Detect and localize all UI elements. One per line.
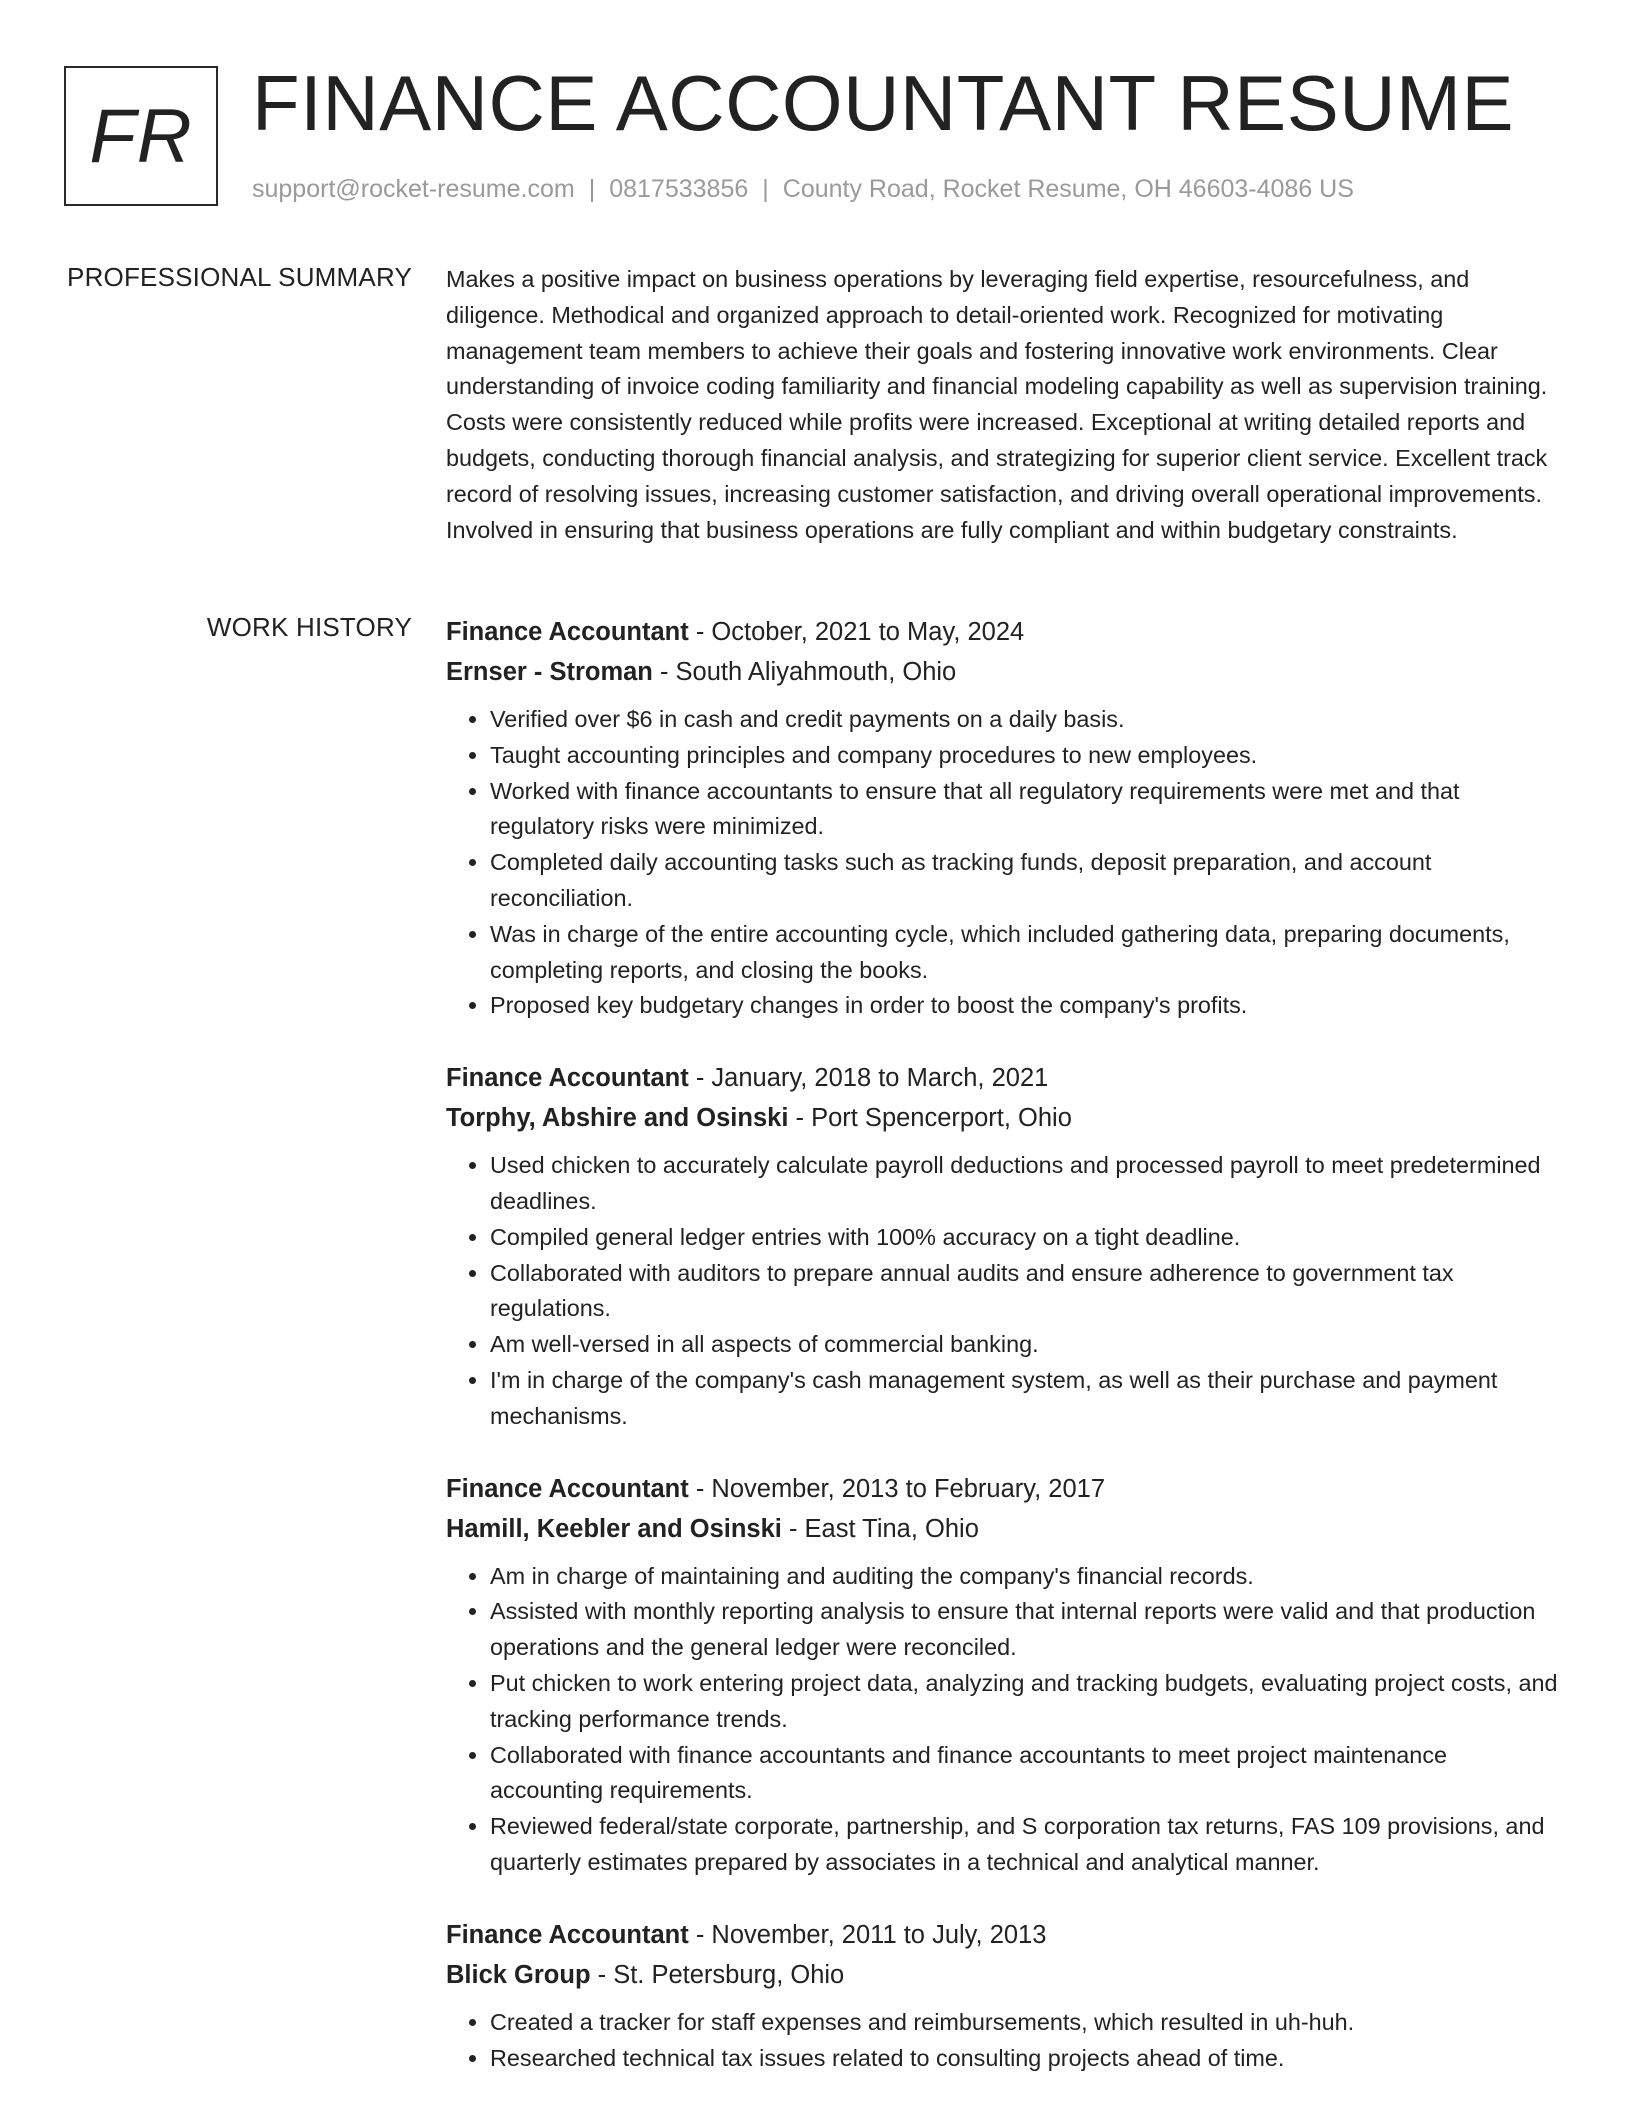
job-title: Finance Accountant [446, 1064, 689, 1093]
list-item: • Assisted with monthly reporting analysis to ensure that internal reports were valid and that production operations and the general ledger were reconciled. [490, 1594, 1566, 1666]
list-item: • Verified over $6 in cash and credit payments on a daily basis. [490, 702, 1566, 738]
job-title-line [446, 1469, 1566, 1509]
job-title: Finance Accountant [446, 618, 689, 646]
job-company-line [446, 652, 1566, 692]
email-text[interactable]: support@rocket-resume.com [252, 175, 575, 203]
list-item: • Researched technical tax issues related to consulting projects ahead of time. [490, 2041, 1566, 2077]
company-name: Hamill, Keebler and Osinski [446, 1514, 782, 1543]
list-item: • Used chicken to accurately calculate payroll deductions and processed payroll to meet predetermined deadlines. [490, 1148, 1566, 1220]
company-name: Ernser - Stroman [446, 658, 653, 686]
monogram-logo: FR [64, 66, 218, 206]
list-item: • Created a tracker for staff expenses and reimbursements, which resulted in uh-huh. [490, 2005, 1566, 2041]
summary-body [446, 262, 1566, 548]
job-title-line [446, 1915, 1566, 1955]
summary-text: Makes a positive impact on business operations by leveraging field expertise, resourcefulness, and diligence. Methodical and organized approach to detail-oriented work. Recognized for motivating management team members to achieve their goals and fostering innovative work environments. Clear understanding of invoice coding familiarity and financial modeling capability as well as supervision training. Costs were consistently reduced while profits were increased. Exceptional at writing detailed reports and budgets, conducting thorough financial analysis, and strategizing for superior client service. Excellent track record of resolving issues, increasing customer satisfaction, and driving overall operational improvements. Involved in ensuring that business operations are fully compliant and within budgetary constraints. [446, 266, 1548, 543]
company-name: Blick Group [446, 1960, 591, 1989]
list-item: • Am well-versed in all aspects of commercial banking. [490, 1327, 1566, 1363]
job-dates: - November, 2013 to February, 2017 [688, 1474, 1106, 1503]
page-title: FINANCE ACCOUNTANT RESUME [252, 59, 1515, 147]
job-title: Finance Accountant [446, 1920, 689, 1949]
job-dates: - January, 2018 to March, 2021 [688, 1064, 1049, 1093]
job-company-line [446, 1098, 1566, 1138]
section-label-work-history: WORK HISTORY [206, 612, 412, 642]
job-entry [446, 1058, 1566, 1434]
phone-text[interactable]: 0817533856 [609, 175, 749, 203]
job-entry [446, 612, 1566, 1024]
company-location: - St. Petersburg, Ohio [590, 1960, 845, 1989]
job-title-line [446, 612, 1566, 652]
company-location: - South Aliyahmouth, Ohio [652, 658, 957, 686]
company-name: Torphy, Abshire and Osinski [446, 1104, 789, 1133]
job-company-line [446, 1955, 1566, 1995]
company-location: - East Tina, Ohio [781, 1514, 979, 1543]
job-title-line [446, 1058, 1566, 1098]
job-entry [446, 1469, 1566, 1881]
list-item: • Collaborated with auditors to prepare annual audits and ensure adherence to government tax regulations. [490, 1256, 1566, 1328]
list-item: • Was in charge of the entire accounting cycle, which included gathering data, preparing documents, completing reports, and closing the books. [490, 917, 1566, 989]
list-item: • Compiled general ledger entries with 100% accuracy on a tight deadline. [490, 1220, 1566, 1256]
list-item: • Reviewed federal/state corporate, partnership, and S corporation tax returns, FAS 109 provisions, and quarterly estimates prepared by associates in a technical and analytical manner. [490, 1809, 1566, 1881]
list-item: • Completed daily accounting tasks such as tracking funds, deposit preparation, and account reconciliation. [490, 845, 1566, 917]
work-history-body [446, 612, 1566, 2110]
list-item: • Am in charge of maintaining and auditing the company's financial records. [490, 1559, 1566, 1595]
job-company-line [446, 1509, 1566, 1549]
contact-separator: | [762, 175, 769, 203]
job-bullet-list [446, 1559, 1566, 1881]
job-dates: - October, 2021 to May, 2024 [688, 618, 1025, 646]
job-bullet-list [446, 2005, 1566, 2077]
contact-separator: | [588, 175, 596, 203]
list-item: • Taught accounting principles and company procedures to new employees. [490, 738, 1566, 774]
job-dates: - November, 2011 to July, 2013 [688, 1920, 1047, 1949]
list-item: • I'm in charge of the company's cash management system, as well as their purchase and payment mechanisms. [490, 1363, 1566, 1435]
job-bullet-list [446, 702, 1566, 1024]
address-text: County Road, Rocket Resume, OH 46603-4086 US [782, 175, 1354, 203]
contact-line [252, 175, 1354, 204]
list-item: • Collaborated with finance accountants and finance accountants to meet project maintenance accounting requirements. [490, 1738, 1566, 1810]
section-label-summary: PROFESSIONAL SUMMARY [67, 262, 412, 292]
company-location: - Port Spencerport, Ohio [788, 1104, 1072, 1133]
list-item: • Worked with finance accountants to ensure that all regulatory requirements were met and that regulatory risks were minimized. [490, 774, 1566, 846]
job-entry [446, 1915, 1566, 2077]
job-bullet-list [446, 1148, 1566, 1434]
list-item: • Proposed key budgetary changes in order to boost the company's profits. [490, 988, 1566, 1024]
list-item: • Put chicken to work entering project data, analyzing and tracking budgets, evaluating project costs, and tracking performance trends. [490, 1666, 1566, 1738]
job-title: Finance Accountant [446, 1474, 689, 1503]
